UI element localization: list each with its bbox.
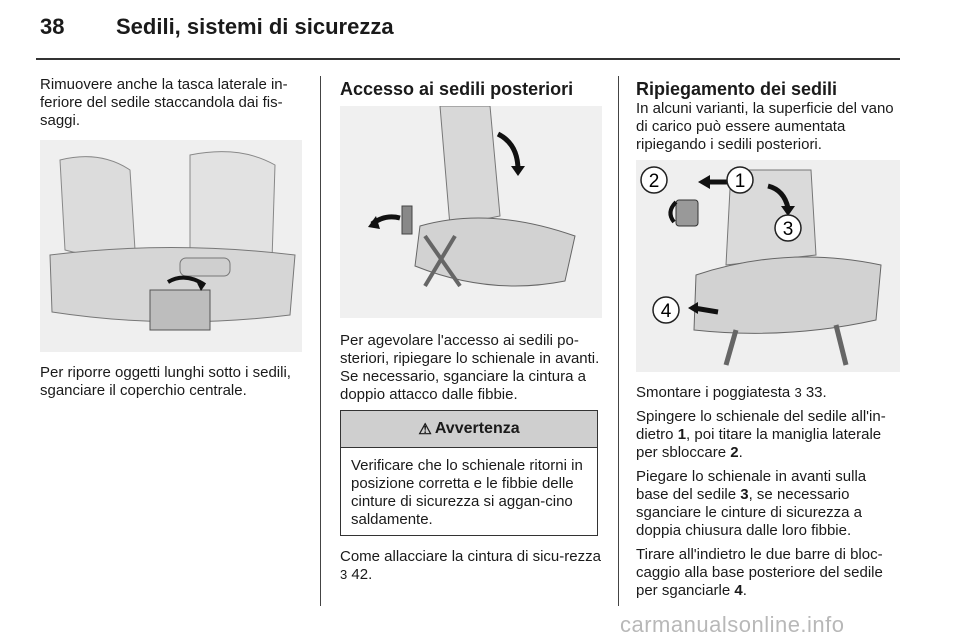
step-2-ref-1: 1 — [677, 426, 687, 443]
step-4-end: . — [742, 582, 747, 599]
page-number: 38 — [40, 14, 65, 39]
callout-2: 2 — [648, 171, 660, 192]
step-4-ref: 4 — [734, 582, 743, 599]
warning-header — [341, 411, 597, 448]
step-3 — [636, 468, 902, 540]
step-4-text: Tirare all'indietro le due barre di bloc-caggio alla base posteriore del sedile per sganciarle — [636, 546, 883, 599]
column-divider-right — [618, 76, 619, 606]
seatbelt-reference-text: Come allacciare la cintura di sicu-rezza — [340, 548, 601, 565]
watermark: carmanualsonline.info — [620, 612, 845, 637]
seat-fold-access-illustration — [340, 106, 602, 318]
seat-folding-steps-illustration — [636, 160, 900, 372]
step-2-text-a: Spingere lo schienale del sedile all'in-dietro — [636, 408, 886, 443]
col2-footer — [340, 548, 602, 584]
column-3-steps — [636, 384, 902, 600]
column-1 — [40, 76, 306, 130]
col1-caption: Per riporre oggetti lunghi sotto i sedili, sganciare il coperchio centrale. — [40, 364, 291, 399]
warning-text: Verificare che lo schienale ritorni in posizione corretta e le fibbie delle cinture di sicurezza si aggan-cino saldamente. — [351, 457, 583, 528]
col2-body: Per agevolare l'accesso ai sedili po-steriori, ripiegare lo schienale in avanti. Se necessario, sganciare la cintura a doppio attacco dalle fibbie. — [340, 332, 600, 403]
warning-triangle-icon: ⚠ — [418, 421, 432, 438]
step-1-text: Smontare i poggiatesta — [636, 384, 791, 401]
page-reference-icon: 3 — [794, 385, 802, 400]
step-4 — [636, 546, 902, 600]
column-2-footer — [340, 548, 602, 584]
page-reference-icon: 3 — [340, 567, 348, 582]
step-1 — [636, 384, 902, 402]
section-heading-folding: Ripiegamento dei sedili — [636, 79, 838, 99]
column-1-caption — [40, 364, 306, 400]
col1-intro: Rimuovere anche la tasca laterale in-feriore del sedile staccandola dai fis-saggi. — [40, 76, 288, 129]
step-3-text-b: , se necessario sganciare le cinture di sicurezza a doppia chiusura dalle loro fibbie. — [636, 486, 862, 539]
column-divider-left — [320, 76, 321, 606]
warning-box — [340, 410, 598, 536]
step-2 — [636, 408, 902, 462]
warning-title: Avvertenza — [434, 420, 520, 437]
callout-1: 1 — [734, 171, 746, 192]
column-2 — [340, 78, 602, 100]
step-1-page-ref: 33. — [805, 384, 827, 401]
column-3 — [636, 78, 902, 154]
callout-4: 4 — [660, 301, 672, 322]
step-2-text-b: , poi titare la maniglia laterale per sbloccare — [636, 426, 882, 461]
seatbelt-page-ref: 42. — [351, 566, 373, 583]
header-rule — [36, 58, 900, 60]
step-2-ref-2: 2 — [730, 444, 739, 461]
step-3-text-a: Piegare lo schienale in avanti sulla base del sedile — [636, 468, 867, 503]
section-heading-access: Accesso ai sedili posteriori — [340, 79, 574, 99]
page-title: Sedili, sistemi di sicurezza — [116, 14, 394, 39]
callout-3: 3 — [782, 219, 794, 240]
col3-intro: In alcuni varianti, la superficie del vano di carico può essere aumentata ripiegando i sedili posteriori. — [636, 100, 894, 153]
step-2-end: . — [738, 444, 743, 461]
step-3-ref: 3 — [740, 486, 749, 503]
seat-pocket-illustration — [40, 140, 302, 352]
page-header — [0, 0, 960, 62]
column-2-body — [340, 332, 602, 404]
